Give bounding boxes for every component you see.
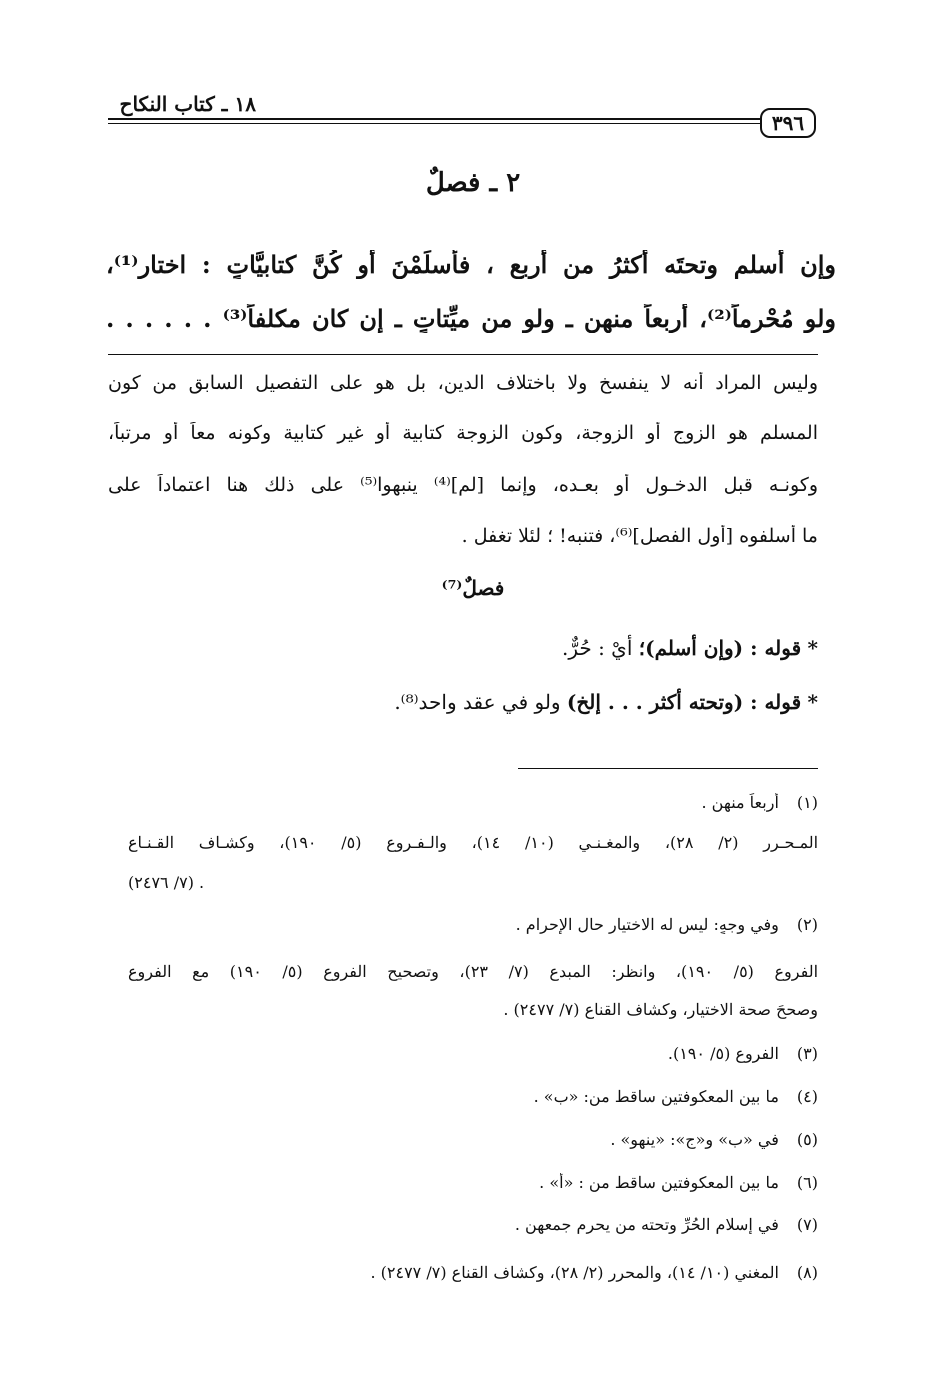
- footnote-number: (١): [796, 793, 818, 812]
- qawl-line: [108, 636, 818, 660]
- footnote-1-continuation: المـحـرر (٢/ ٢٨)، والمغـنـي (١٠/ ١٤)، والـفـروع (٥/ ١٩٠)، وكشـاف القـنـاع: [128, 833, 818, 852]
- footnote-number: (٧): [796, 1215, 818, 1234]
- footnote-number: (٤): [796, 1087, 818, 1106]
- footnote-text: ما بين المعكوفتين ساقط من: «ب» .: [533, 1087, 779, 1106]
- footnote-6: [128, 1173, 818, 1192]
- footnote-text: الفروع (٥/ ١٩٠).: [667, 1044, 779, 1063]
- footnote-2-continuation: وصححَ صحة الاختيار، وكشاف القناع (٧/ ٢٤٧٧) .: [503, 1000, 818, 1019]
- commentary-line: المسلم هو الزوج أو الزوجة، وكون الزوجة كتابية أو غير كتابية وكونه معاً أو مرتباً،: [108, 422, 818, 444]
- footnote-text: وفي وجهٍ: ليس له الاختيار حال الإحرام .: [515, 915, 779, 934]
- page-number: ٣٩٦: [760, 108, 816, 138]
- qawl-line: [108, 690, 818, 714]
- commentary-line: وكونـه قبل الدخـول أو بعـده، وإنما [لم]⁽⁴⁾ ينبهوا⁽⁵⁾ على ذلك هنا اعتماداً على: [108, 474, 818, 496]
- footnote-text: في «ب» و«ج»: «ينهو» .: [610, 1130, 779, 1149]
- bullet-star: *: [807, 636, 818, 660]
- header-rule-thin: [108, 123, 760, 124]
- footnote-text: المغني (١٠/ ١٤)، والمحرر (٢/ ٢٨)، وكشاف القناع (٧/ ٢٤٧٧) .: [370, 1263, 779, 1282]
- footnote-number: (٦): [796, 1173, 818, 1192]
- bullet-star: *: [807, 690, 818, 714]
- qawl-label: قوله : (وإن أسلم)؛: [638, 636, 802, 660]
- footnote-2: [128, 915, 818, 934]
- subheading: فصلٌ⁽⁷⁾: [441, 576, 505, 600]
- chapter-title: ١٨ ـ كتاب النكاح: [119, 92, 256, 116]
- footnote-number: (٢): [796, 915, 818, 934]
- commentary-line: ما أسلفوه [أول الفصل]⁽⁶⁾، فتنبه! ؛ لئلا تغفل .: [461, 525, 818, 547]
- footnote-text: أربعاً منهن .: [701, 793, 779, 812]
- matn-line: وإن أسلم وتحتَه أكثرُ من أربعٍ ، فأسلَمْنَ أو كُنَّ كتابيَّاتٍ : اختار⁽¹⁾،: [106, 250, 836, 279]
- footnote-7: [128, 1215, 818, 1234]
- matn-line: ولو مُحْرِماً⁽²⁾، أربعاً منهن ـ ولو من ميِّتاتٍ ـ إن كان مكلفاً⁽³⁾ . . . . . .: [106, 304, 836, 333]
- footnote-number: (٥): [796, 1130, 818, 1149]
- footnote-separator: [518, 768, 818, 769]
- footnote-text: ما بين المعكوفتين ساقط من : «أ» .: [539, 1173, 779, 1192]
- footnote-8: [128, 1263, 818, 1282]
- footnote-text: في إسلام الحُرِّ وتحته من يحرم جمعهن .: [514, 1215, 779, 1234]
- commentary-line: وليس المراد أنه لا ينفسخ ولا باختلاف الدين، بل هو على التفصيل السابق من كون: [108, 372, 818, 394]
- header-rule-thick: [108, 118, 760, 120]
- footnote-1-continuation: (٧/ ٢٤٧٦) .: [128, 873, 205, 892]
- footnote-2-continuation: الفروع (٥/ ١٩٠)، وانظر: المبدع (٧/ ٢٣)، وتصحيح الفروع (٥/ ١٩٠) مع الفروع: [128, 962, 818, 981]
- section-heading: ٢ ـ فصلٌ: [425, 168, 521, 198]
- qawl-text: ولو في عقد واحد⁽⁸⁾.: [394, 690, 567, 714]
- qawl-text: أيْ : حُرٌّ.: [561, 636, 639, 660]
- footnote-3: [128, 1044, 818, 1063]
- footnote-number: (٨): [796, 1263, 818, 1282]
- matn-separator: [108, 354, 818, 355]
- footnote-number: (٣): [796, 1044, 818, 1063]
- footnote-1: [128, 793, 818, 812]
- footnote-5: [128, 1130, 818, 1149]
- qawl-label: قوله : (وتحته أكثر . . . إلخ): [566, 690, 802, 714]
- footnote-4: [128, 1087, 818, 1106]
